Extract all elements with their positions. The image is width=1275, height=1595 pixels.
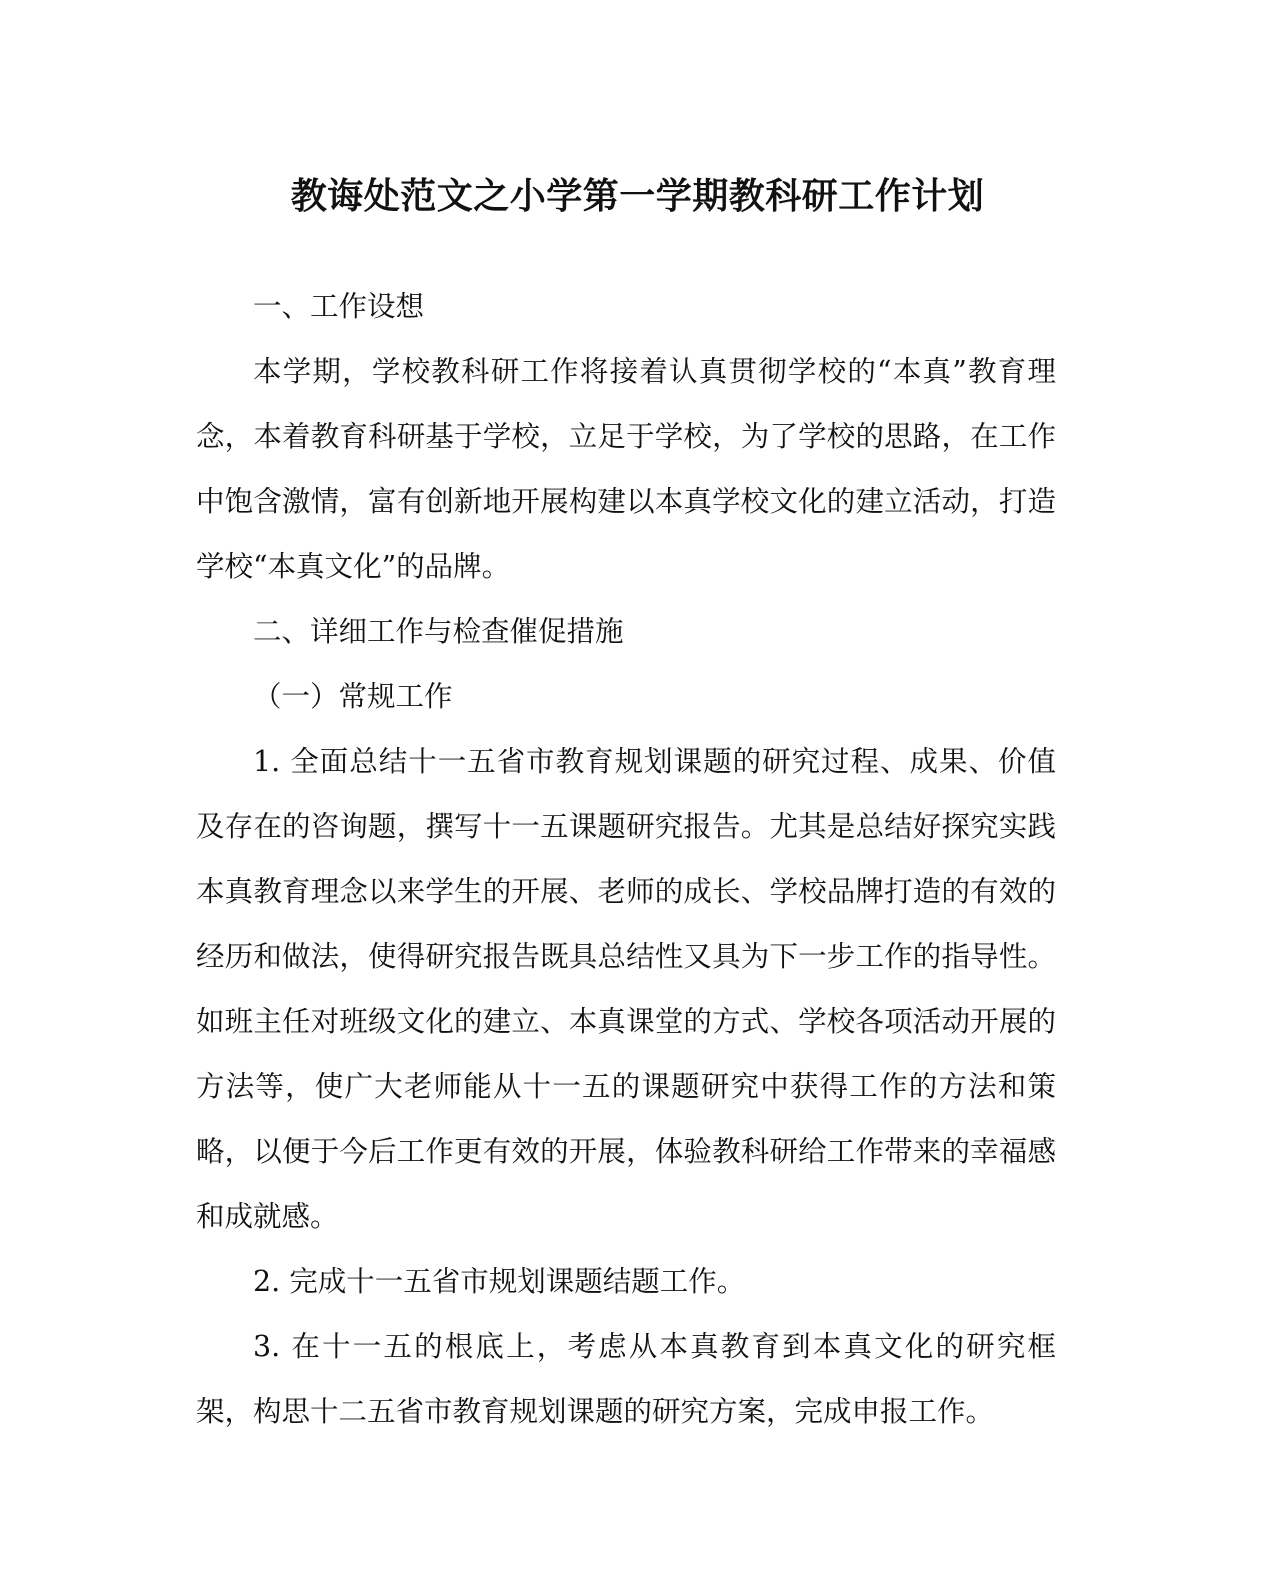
section-heading-detailed-work: 二、详细工作与检查催促措施 — [253, 615, 624, 648]
document-title: 教诲处范文之小学第一学期教科研工作计划 — [290, 175, 985, 217]
section-heading-work-idea: 一、工作设想 — [253, 290, 425, 323]
subsection-heading-routine-work: （一）常规工作 — [253, 680, 453, 713]
paragraph-intro: 本学期，学校教科研工作将接着认真贯彻学校的“本真”教育理念，本着教育科研基于学校，立足于学校，为了学校的思路，在工作中饱含激情，富有创新地开展构建以本真学校文化的建立活动，打造学校“本真文化”的品牌。 — [196, 355, 1056, 583]
list-item-1: 1. 全面总结十一五省市教育规划课题的研究过程、成果、价值及存在的咨询题，撰写十一五课题研究报告。尤其是总结好探究实践本真教育理念以来学生的开展、老师的成长、学校品牌打造的有效的经历和做法，使得研究报告既具总结性又具为下一步工作的指导性。如班主任对班级文化的建立、本真课堂的方式、学校各项活动开展的方法等，使广大老师能从十一五的课题研究中获得工作的方法和策略，以便于今后工作更有效的开展，体验教科研给工作带来的幸福感和成就感。 — [196, 745, 1056, 1233]
document-body — [196, 274, 1056, 1444]
list-item-2: 2. 完成十一五省市规划课题结题工作。 — [253, 1265, 746, 1298]
list-item-3: 3. 在十一五的根底上，考虑从本真教育到本真文化的研究框架，构思十二五省市教育规划课题的研究方案，完成申报工作。 — [196, 1330, 1056, 1428]
